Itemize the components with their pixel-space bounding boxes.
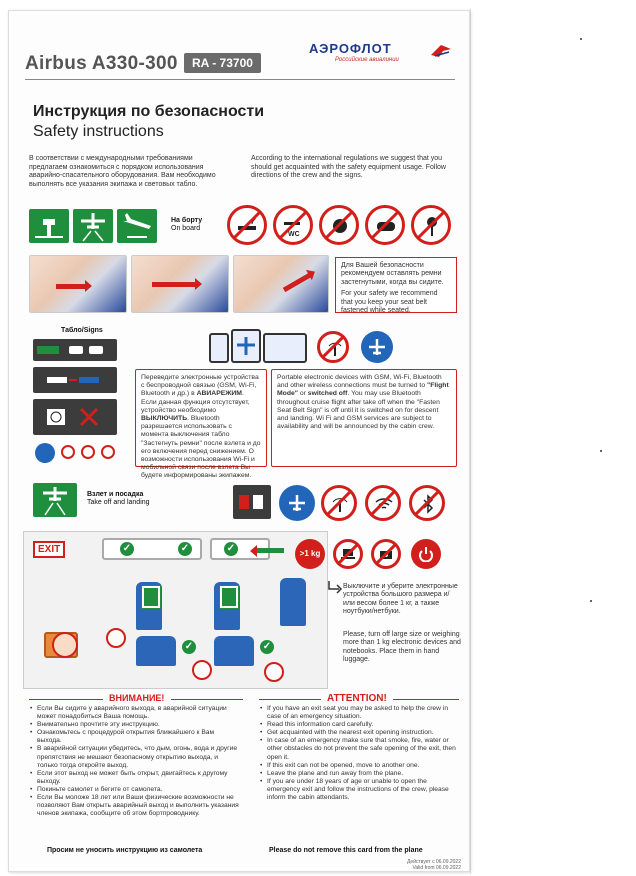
seatbelt-photo-3 (233, 255, 329, 313)
takeoff-ru: Взлет и посадка (87, 491, 144, 498)
ped-en-2: or (297, 390, 308, 398)
ped-en-switched-off: switched off (307, 390, 348, 398)
valid-from-en: Valid from 06.09.2022 (412, 865, 461, 871)
ped-ru-1: Переведите электронные устройства с беспроводной связью (GSM, Wi-Fi, Bluetooth и др.) в (141, 374, 259, 398)
scan-dot (590, 600, 592, 602)
upright-seat-icon (142, 586, 160, 608)
no-vaping-icon (319, 205, 359, 245)
ped-en-3: . You may use Bluetooth throughout cruise flight after take off when the "Fasten Seat Belt Sign" is off until it is switched on for descent and landing. Wi Fi and GSM services are subject to availability and will be announced by the cabin crew. (277, 390, 440, 431)
onboard-en: On board (171, 225, 201, 232)
no-signal-large-icon (317, 331, 349, 363)
no-smoking-icon (227, 205, 267, 245)
seatbelt-buckle-icon (67, 343, 107, 357)
tablet-icon (231, 329, 261, 363)
laptop-icon (263, 333, 307, 363)
wing-logo-icon (429, 43, 453, 59)
seatbelt-notice (335, 257, 457, 313)
no-smoking-phone-sign (33, 399, 117, 435)
seatbelt-stowage-sign-icon (233, 485, 271, 519)
airline-subtitle: Российские авиалинии (335, 57, 399, 63)
wc-label: WC (288, 231, 300, 238)
attention-title-ru: ВНИМАНИЕ! (109, 693, 165, 703)
no-bluetooth-large-icon (409, 485, 445, 521)
no-microphone-icon (411, 205, 451, 245)
seat-cushion (136, 636, 176, 666)
attention-rule (393, 699, 459, 700)
attention-item: • Get acquainted with the nearest exit opening instruction. (259, 729, 459, 737)
scan-dot (580, 38, 582, 40)
attention-item: • Read this information card carefully. (259, 721, 459, 729)
airplane-mode-icon (361, 331, 393, 363)
no-camera-icon (371, 539, 401, 569)
seatbelt-photo-2 (131, 255, 229, 313)
no-bluetooth-icon (101, 445, 115, 459)
ped-en-flight-mode: "Flight Mode" (277, 382, 449, 398)
no-bag-icon (192, 660, 212, 680)
seatbelt-sign (33, 339, 117, 361)
no-laptop-icon (333, 539, 363, 569)
footer-ru: Просим не уносить инструкцию из самолета (47, 847, 203, 854)
plane-icon (279, 485, 315, 521)
intro-ru: В соответствии с международными требованиями предлагаем ознакомиться с порядком использования аварийно-спасательного оборудования. Вам необходимо выполнять все указания экипажа и световых табло. (29, 155, 216, 188)
title-ru: Инструкция по безопасности (33, 103, 265, 120)
attention-item: • Если Вы моложе 18 лет или Ваши физические возможности не позволяют Вам открыть аварийный выход и выполнить указания членов экипажа, сообщите об этом бортпроводнику. (29, 794, 239, 818)
takeoff-runway-icon (33, 483, 77, 517)
runway-plane-icon (73, 209, 113, 243)
check-icon: ✓ (182, 640, 196, 654)
ped-ru-airplane-mode: АВИАРЕЖИМ (196, 390, 242, 398)
no-wifi-icon (81, 445, 95, 459)
no-bag-icon (106, 628, 126, 648)
heavy-item-icon: >1 kg (295, 539, 325, 569)
airline-name: АЭРОФЛОТ (309, 41, 392, 56)
takeoff-en: Take off and landing (87, 499, 150, 506)
footer-en: Please do not remove this card from the plane (269, 847, 423, 854)
no-wifi-large-icon (365, 485, 401, 521)
check-icon: ✓ (224, 542, 238, 556)
seatbelt-photo-1 (29, 255, 127, 313)
phone-icon (209, 333, 229, 363)
attention-item: • Если этот выход не может быть открыт, двигайтесь к другому выходу. (29, 770, 239, 786)
arrow-icon (56, 284, 86, 289)
no-luggage-exit-icon (52, 632, 78, 658)
onboard-label (171, 217, 202, 233)
stow-arrow-icon (256, 548, 284, 553)
header-divider (25, 79, 455, 80)
seat-cushion (214, 636, 254, 666)
registration-badge: RA - 73700 (184, 53, 261, 73)
seat (280, 578, 306, 626)
check-icon: ✓ (178, 542, 192, 556)
signs-label: Табло/Signs (61, 327, 103, 334)
takeoff-label (87, 491, 150, 507)
attention-rule (171, 699, 243, 700)
buckle-arrows-icon (43, 371, 107, 389)
plane-landing-icon (117, 209, 157, 243)
intro-en: According to the international regulations we suggest that you should get acquainted with the safety equipment usage. Follow directions of the crew and the signs. (251, 155, 446, 180)
ped-en-1: Portable electronic devices with GSM, Wi-Fi, Bluetooth and other wireless connections must be turned to (277, 374, 442, 390)
power-off-icon (411, 539, 441, 569)
cabin-illustration (23, 531, 328, 689)
check-icon: ✓ (120, 542, 134, 556)
airport-tower-icon (29, 209, 69, 243)
no-bag-icon (264, 662, 284, 682)
ped-ru-3: . Bluetooth разрешается использовать с момента выключения табло "Застегнуть ремни" после взлета и до его включения перед снижением. О возможности использования Wi-Fi и мобильной связи после взлета Вы будете информированы экипажем. (141, 415, 261, 480)
arrow-icon (283, 273, 311, 292)
no-signal-icon (61, 445, 75, 459)
airline-logo (309, 37, 459, 73)
check-icon: ✓ (260, 640, 274, 654)
scan-edge (470, 8, 471, 874)
attention-item: • In case of an emergency make sure that smoke, fire, water or other obstacles do not prevent the safe opening of the exit, then open it. (259, 737, 459, 761)
no-smoking-sign-icon (41, 405, 109, 429)
valid-from-ru: Действует с 06.09.2022 (407, 859, 461, 865)
arrow-icon (152, 282, 196, 287)
attention-item: • Ознакомьтесь с процедурой открытия ближайшего к Вам выхода. (29, 729, 239, 745)
curved-arrow-icon (327, 579, 343, 597)
attention-item: • Leave the plane and run away from the plane. (259, 770, 459, 778)
attention-item: • If you have an exit seat you may be asked to help the crew in case of an emergency situation. (259, 705, 459, 721)
exit-sign: EXIT (33, 541, 65, 558)
aircraft-model: Airbus A330-300 (25, 53, 178, 74)
header (9, 11, 469, 86)
attention-list-ru (29, 705, 239, 818)
attention-item: • If you are under 18 years of age or unable to open the emergency exit and follow the instructions of the crew, please inform the cabin attendants. (259, 778, 459, 802)
valid-from (407, 859, 461, 871)
no-gaming-device-icon (365, 205, 405, 245)
ped-ru-switch-off: ВЫКЛЮЧИТЬ (141, 415, 188, 423)
attention-item: • Покиньте самолет и бегите от самолета. (29, 786, 239, 794)
attention-item: • Внимательно прочтите эту инструкцию. (29, 721, 239, 729)
seatbelt-ru: Для Вашей безопасности рекомендуем оставлять ремни застегнутыми, когда вы сидите. (341, 262, 444, 286)
ped-ru-2: . Если данная функция отсутствует, устройство необходимо (141, 390, 250, 414)
scan-dot (600, 450, 602, 452)
attention-rule (29, 699, 103, 700)
seatbelt-sign-2 (33, 367, 117, 393)
large-devices-ru: Выключите и уберите электронные устройства большого размера и/или весом более 1 кг, а также ноутбуки/нетбуки. (343, 583, 458, 616)
ped-notice-ru (135, 369, 267, 480)
attention-item: • If this exit can not be opened, move to another one. (259, 762, 459, 770)
no-smoking-wc-icon (273, 205, 313, 245)
no-cellular-icon (321, 485, 357, 521)
attention-list-en (259, 705, 459, 802)
seatbelt-en: For your safety we recommend that you keep your seat belt fastened while seated. (341, 290, 438, 315)
attention-rule (259, 699, 321, 700)
safety-card (8, 10, 470, 872)
attention-item: • Если Вы сидите у аварийного выхода, в аварийной ситуации может понадобиться Ваша помощь. (29, 705, 239, 721)
ped-notice-en (271, 369, 457, 467)
plane-mode-icon (35, 443, 55, 463)
attention-title-en: ATTENTION! (327, 693, 387, 704)
upright-seat-icon (220, 586, 238, 608)
attention-item: • В аварийной ситуации убедитесь, что дым, огонь, вода и другие препятствия не мешают безопасному открытию выхода, и только тогда откройте выход. (29, 745, 239, 769)
large-devices-en: Please, turn off large size or weighing more than 1 kg electronic devices and notebooks. Place them in hand luggage. (343, 631, 461, 664)
title-en: Safety instructions (33, 123, 164, 140)
onboard-ru: На борту (171, 217, 203, 224)
